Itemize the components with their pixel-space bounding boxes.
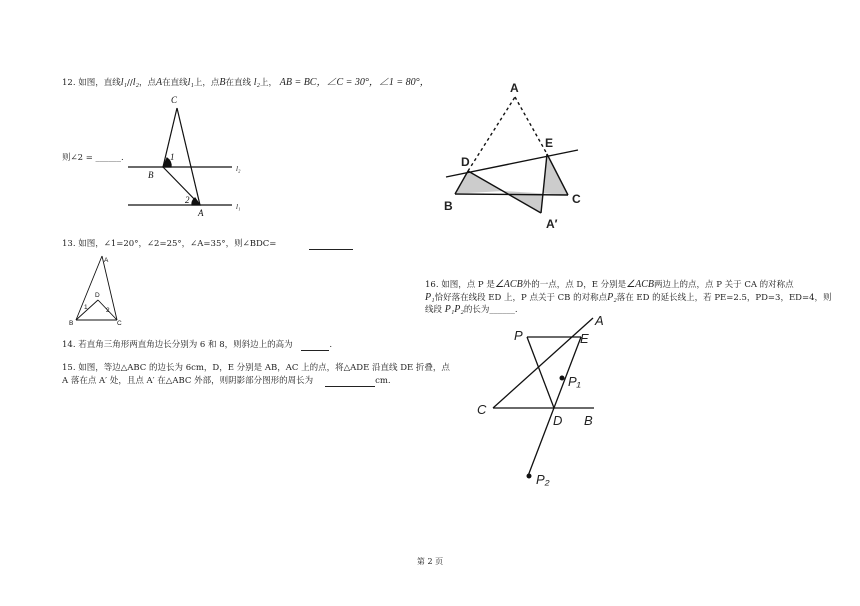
q15-label-c: C [572, 192, 581, 206]
q16-label-a: A [595, 313, 604, 328]
q16-label-e: E [580, 331, 589, 346]
q13-label-d: D [95, 292, 100, 299]
point-p2 [527, 474, 532, 479]
segment-ca [177, 108, 200, 205]
q12-label-1: 1 [170, 152, 175, 162]
q16-label-b: B [584, 413, 593, 428]
q16-label-d: D [553, 413, 563, 428]
q12-label-b: B [148, 170, 154, 180]
segment-bc [455, 194, 568, 195]
q16-label-p: P [514, 328, 523, 343]
q12-label-a: A [198, 208, 204, 218]
segment-ae-dashed [515, 97, 547, 154]
q16-label-c: C [477, 402, 487, 417]
q13-label-c: C [117, 320, 122, 327]
q15-label-a-prime: A′ [546, 217, 558, 231]
q13-text: 13. 如图，∠1=20°，∠2=25°，∠A=35°，则∠BDC= [62, 239, 353, 250]
q16-line1: 16. 如图，点 P 是∠ACB外的一点，点 D，E 分别是∠ACB两边上的点，点 P 关于 CA 的对称点 [425, 279, 794, 290]
segment-pd [527, 337, 554, 408]
q12-ask: 则∠2 = ______. [62, 153, 124, 163]
q15-line2: A 落在点 A′ 处，且点 A′ 在△ABC 外部，则阴影部分图形的周长为 cm. [62, 376, 391, 386]
q12-label-l2: l₂ [236, 165, 241, 173]
q15-label-b: B [444, 199, 453, 213]
page-footer: 第 2 页 [416, 557, 444, 566]
line-ed-extended [528, 337, 581, 476]
segment-ad-dashed [468, 97, 515, 171]
q16-line3: 线段 P₁P₂的长为______. [425, 304, 518, 315]
q13-label-1: 1 [84, 304, 88, 311]
q16-label-p2: P₂ [536, 472, 550, 487]
q12-label-l1: l₁ [236, 203, 241, 211]
q16-label-p1: P₁ [568, 374, 581, 389]
point-p1 [560, 376, 565, 381]
segment-ab [76, 256, 102, 320]
q12-label-2: 2 [185, 195, 190, 205]
q12-figure [128, 108, 232, 205]
q13-label-2: 2 [106, 307, 110, 314]
q13-figure [76, 256, 117, 320]
q12-text: 12. 如图，直线l₁//l₂，点A在直线l₁上，点B在直线 l₂上， AB = BC，∠C = 30°，∠1 = 80°， [62, 77, 430, 88]
q14-text: 14. 若直角三角形两直角边长分别为 6 和 8，则斜边上的高为 . [62, 340, 333, 350]
q15-line1: 15. 如图，等边△ABC 的边长为 6cm，D，E 分别是 AB，AC 上的点，将△ADE 沿直线 DE 折叠，点 [62, 363, 450, 373]
q15-label-e: E [545, 136, 554, 150]
q15-label-d: D [461, 155, 470, 169]
q16-figure [493, 318, 594, 476]
q13-label-b: B [69, 320, 74, 327]
ray-ca [493, 318, 593, 408]
q15-label-a: A [510, 81, 519, 95]
q13-label-a: A [104, 257, 109, 264]
q16-line2: P₁恰好落在线段 ED 上，P 点关于 CB 的对称点P₂落在 ED 的延长线上，若 PE=2.5，PD=3，ED=4，则 [425, 292, 832, 303]
q12-label-c: C [171, 95, 178, 105]
